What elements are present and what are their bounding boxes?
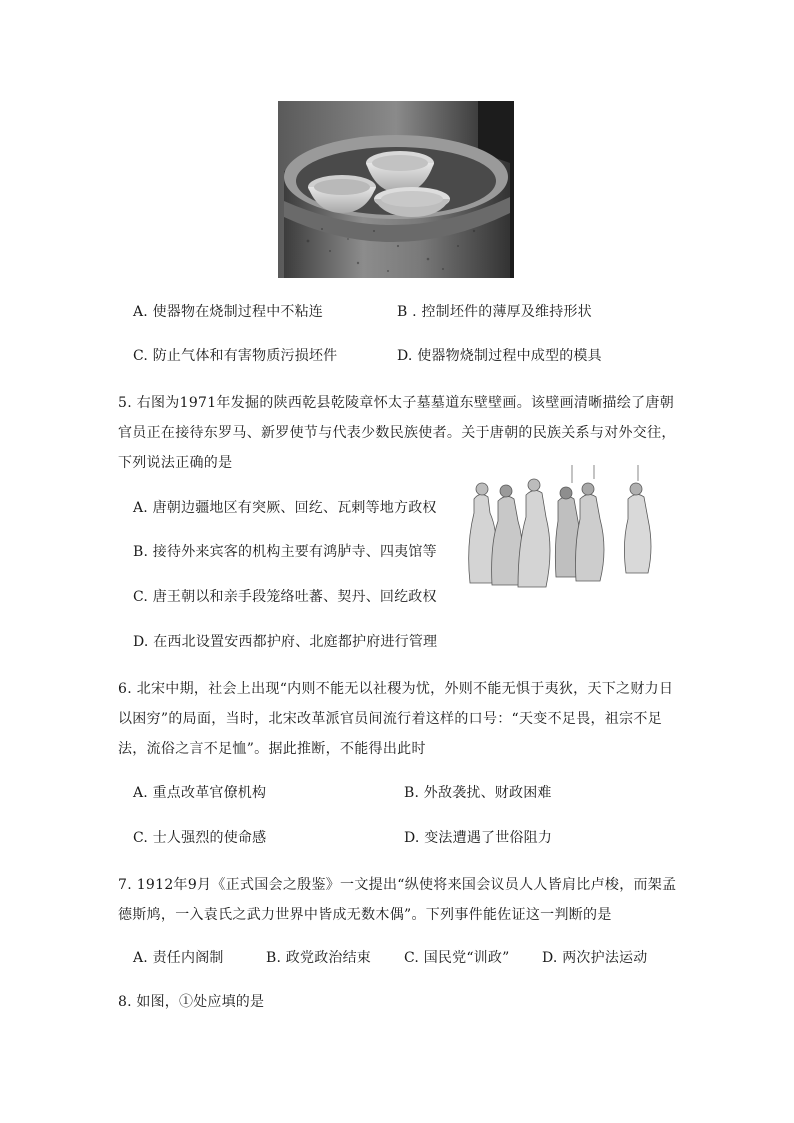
q4-option-b: B . 控制坯件的薄厚及维持形状 xyxy=(397,304,592,320)
tang-mural-image xyxy=(460,465,660,595)
q4-option-c: C. 防止气体和有害物质污损坯件 xyxy=(133,348,338,364)
q7-option-c: C. 国民党“训政” xyxy=(404,950,510,966)
q4-option-d: D. 使器物烧制过程中成型的模具 xyxy=(397,348,602,364)
q6-option-b: B. 外敌袭扰、财政困难 xyxy=(404,785,552,801)
q6-stem: 6. 北宋中期，社会上出现“内则不能无以社稷为忧，外则不能无惧于夷狄，天下之财力日以困穷”的局面，当时，北宋改革派官员间流行着这样的口号：“天变不足畏，祖宗不足法，流俗之言不足恤”。据此推断，不能得出此时 xyxy=(118,681,674,757)
q5-stem: 5. 右图为1971年发掘的陕西乾县乾陵章怀太子墓墓道东壁壁画。该壁画清晰描绘了唐朝官员正在接待东罗马、新罗使节与代表少数民族使者。关于唐朝的民族关系与对外交往，下列说法正确的是 xyxy=(118,395,676,471)
q5-option-b: B. 接待外来宾客的机构主要有鸿胪寺、四夷馆等 xyxy=(133,544,437,560)
saggar-photo xyxy=(278,101,514,278)
q5-option-d: D. 在西北设置安西都护府、北庭都护府进行管理 xyxy=(133,634,438,650)
q4-option-a: A. 使器物在烧制过程中不粘连 xyxy=(133,304,324,320)
q8-stem: 8. 如图，①处应填的是 xyxy=(118,994,265,1010)
q7-option-a: A. 责任内阁制 xyxy=(133,950,224,966)
q5-option-a: A. 唐朝边疆地区有突厥、回纥、瓦剌等地方政权 xyxy=(133,500,437,516)
q7-option-d: D. 两次护法运动 xyxy=(542,950,648,966)
q6-option-a: A. 重点改革官僚机构 xyxy=(133,785,267,801)
q7-option-b: B. 政党政治结束 xyxy=(266,950,371,966)
q5-option-c: C. 唐王朝以和亲手段笼络吐蕃、契丹、回纥政权 xyxy=(133,589,437,605)
q7-stem: 7. 1912年9月《正式国会之殷鉴》一文提出“纵使将来国会议员人人皆肩比卢梭，而架孟德斯鸠，一入袁氏之武力世界中皆成无数木偶”。下列事件能佐证这一判断的是 xyxy=(118,877,677,923)
q6-option-d: D. 变法遭遇了世俗阻力 xyxy=(404,830,553,846)
q6-option-c: C. 士人强烈的使命感 xyxy=(133,830,267,846)
